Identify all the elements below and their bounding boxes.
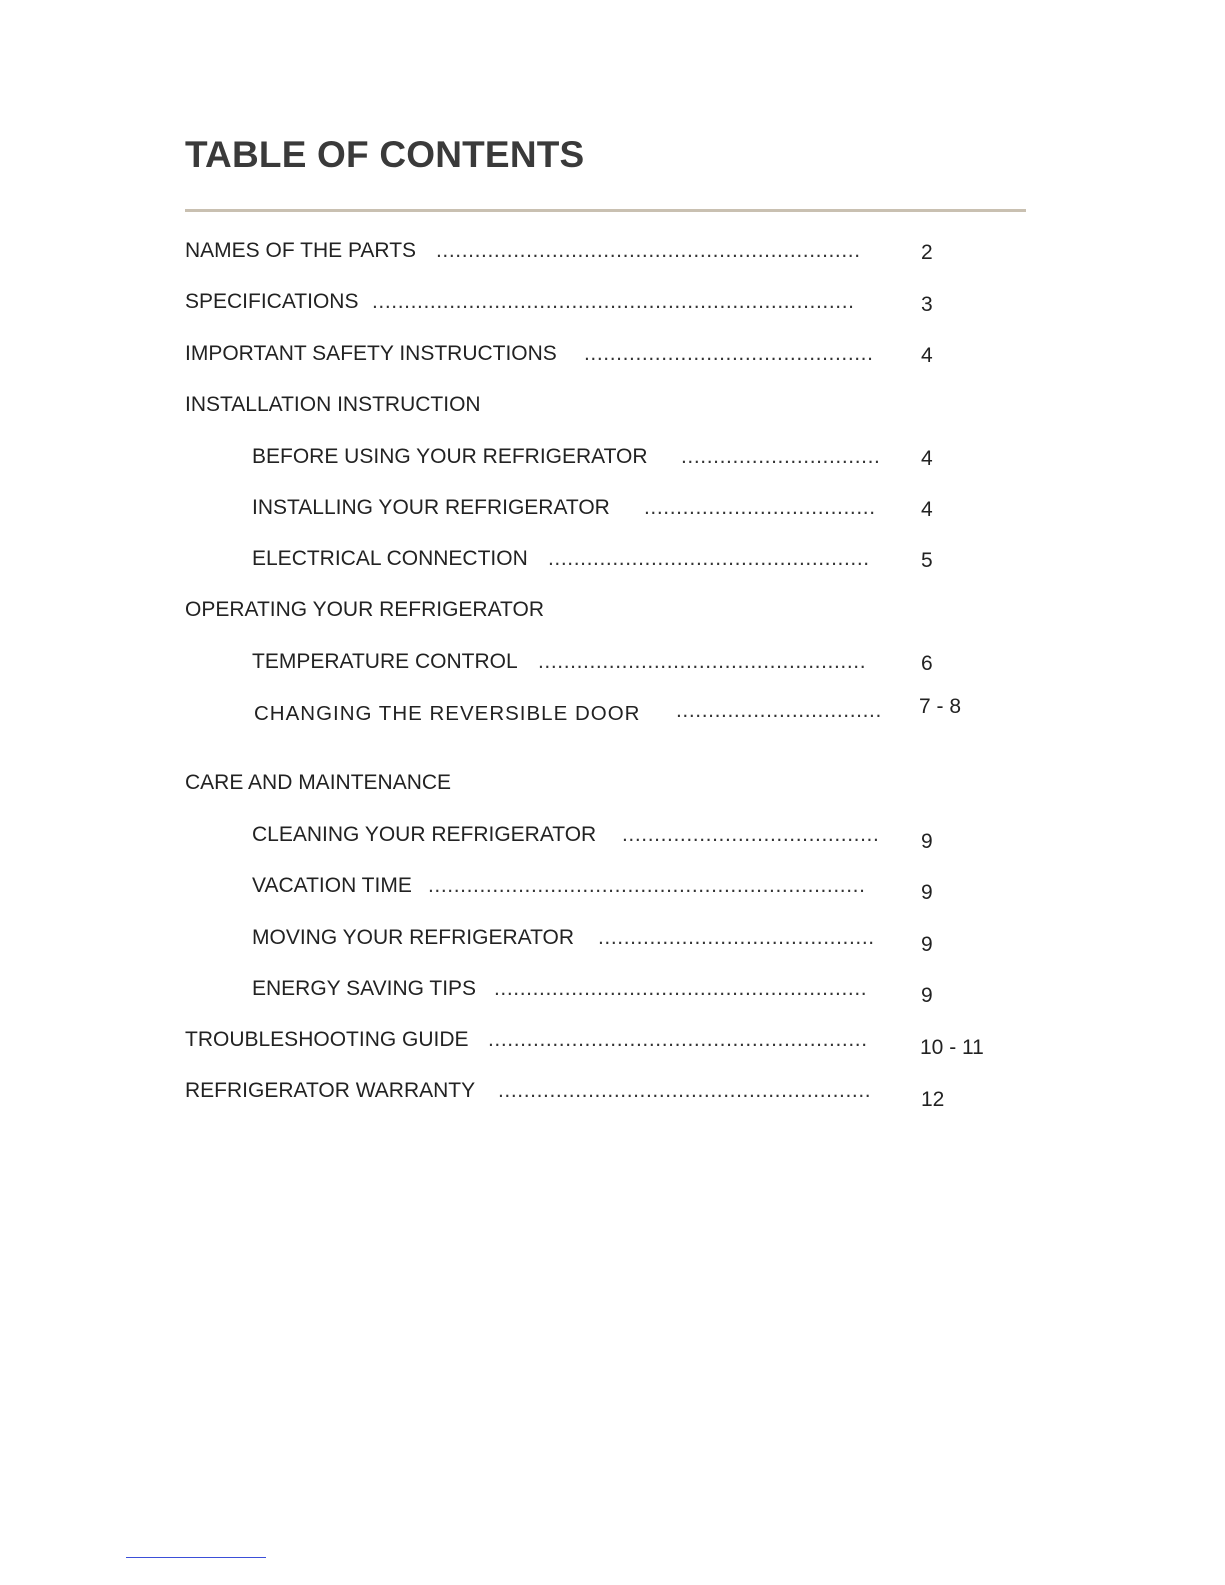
toc-section-label: CARE AND MAINTENANCE — [185, 771, 452, 794]
toc-entry-label: BEFORE USING YOUR REFRIGERATOR — [252, 445, 648, 468]
dot-leader: .................................................................... — [428, 874, 866, 897]
toc-page-number: 5 — [921, 549, 933, 572]
toc-page-number: 6 — [921, 652, 933, 675]
toc-entry-label: INSTALLING YOUR REFRIGERATOR — [252, 496, 610, 519]
toc-page-number: 9 — [921, 830, 933, 853]
toc-entry-label: SPECIFICATIONS — [185, 290, 359, 313]
dot-leader: .................................................. — [548, 547, 870, 570]
toc-entry-changing-the-reversible-door[interactable] — [254, 701, 640, 727]
toc-page-number: 12 — [921, 1088, 945, 1111]
toc-section-label: INSTALLATION INSTRUCTION — [185, 393, 481, 416]
dot-leader: ................................................... — [538, 650, 867, 673]
toc-entry-specifications[interactable] — [185, 289, 358, 315]
dot-leader: ................................ — [676, 699, 882, 722]
toc-entry-label: VACATION TIME — [252, 874, 412, 897]
toc-section-installation-instruction[interactable] — [185, 392, 481, 418]
toc-entry-names-of-the-parts[interactable] — [185, 238, 416, 264]
toc-entry-label: NAMES OF THE PARTS — [185, 239, 417, 262]
dot-leader: ............................................. — [584, 342, 874, 365]
toc-page-number: 10 - 11 — [920, 1036, 984, 1059]
toc-page-number: 4 — [921, 344, 933, 367]
toc-entry-before-using-your-refrigerator[interactable] — [252, 444, 648, 470]
dot-leader: .................................... — [644, 496, 876, 519]
toc-page-number: 3 — [921, 293, 933, 316]
toc-section-care-and-maintenance[interactable] — [185, 770, 451, 796]
dot-leader: ............................... — [681, 445, 881, 468]
toc-entry-label: IMPORTANT SAFETY INSTRUCTIONS — [185, 342, 557, 365]
dot-leader: .......................................................... — [498, 1079, 872, 1102]
toc-entry-troubleshooting-guide[interactable] — [185, 1027, 469, 1053]
toc-section-operating-your-refrigerator[interactable] — [185, 597, 544, 623]
toc-entry-refrigerator-warranty[interactable] — [185, 1078, 475, 1104]
toc-entry-installing-your-refrigerator[interactable] — [252, 495, 610, 521]
toc-section-label: OPERATING YOUR REFRIGERATOR — [185, 598, 544, 621]
toc-entry-label: CLEANING YOUR REFRIGERATOR — [252, 823, 597, 846]
toc-entry-moving-your-refrigerator[interactable] — [252, 925, 574, 951]
toc-page-number: 4 — [921, 447, 933, 470]
toc-page-number: 2 — [921, 241, 933, 264]
footer-divider — [126, 1557, 266, 1558]
page-title: TABLE OF CONTENTS — [185, 134, 585, 175]
toc-entry-temperature-control[interactable] — [252, 649, 518, 675]
toc-page-number: 9 — [921, 984, 933, 1007]
toc-entry-label: REFRIGERATOR WARRANTY — [185, 1079, 476, 1102]
toc-entry-label: MOVING YOUR REFRIGERATOR — [252, 926, 575, 949]
toc-page-number: 9 — [921, 881, 933, 904]
toc-entry-energy-saving-tips[interactable] — [252, 976, 476, 1002]
toc-page-number: 4 — [921, 498, 933, 521]
toc-entry-label: TROUBLESHOOTING GUIDE — [185, 1028, 469, 1051]
toc-page-number: 9 — [921, 933, 933, 956]
toc-entry-electrical-connection[interactable] — [252, 546, 528, 572]
dot-leader: ........................................... — [598, 926, 875, 949]
dot-leader: ........................................................................... — [372, 290, 855, 313]
toc-entry-label: TEMPERATURE CONTROL — [252, 650, 518, 673]
toc-entry-label: ELECTRICAL CONNECTION — [252, 547, 528, 570]
dot-leader: .................................................................. — [436, 239, 861, 262]
toc-page-number: 7 - 8 — [919, 695, 962, 718]
dot-leader: ........................................ — [622, 823, 880, 846]
toc-entry-label: CHANGING THE REVERSIBLE DOOR — [254, 702, 641, 725]
toc-entry-label: ENERGY SAVING TIPS — [252, 977, 477, 1000]
toc-entry-important-safety-instructions[interactable] — [185, 341, 557, 367]
dot-leader: .......................................................... — [494, 977, 868, 1000]
toc-entry-cleaning-your-refrigerator[interactable] — [252, 822, 596, 848]
toc-entry-vacation-time[interactable] — [252, 873, 412, 899]
dot-leader: ........................................................... — [488, 1028, 868, 1051]
